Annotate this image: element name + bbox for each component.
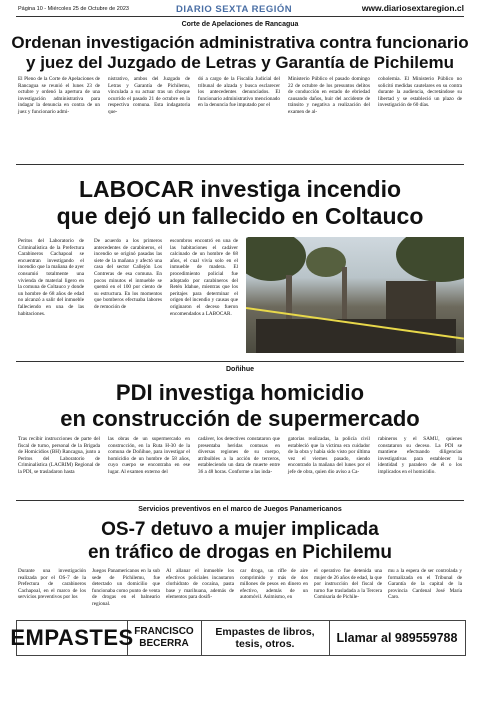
ad-name-last: BECERRA [139, 638, 189, 649]
article1-col-4: Ministerio Público el pasado domingo 22 de octubre de los presuntos delitos de conducción en estado de ebriedad causando daños, huir del accidente de tránsito y negativa a realización del examen de al- [288, 76, 370, 115]
article4-col-6: mu a la espera de ser controlada y formalizada en el Tribunal de Garantía de la capital de la provincia Cardenal José María Caro. [388, 568, 462, 601]
header-rule [16, 16, 464, 17]
article1-col-3: dó a cargo de la Fiscalía Judicial del tribunal de alzada y busca esclarecer los antecedentes denunciados. El funcionario administrativo mencionado en la denuncia fue imputado por el [198, 76, 280, 109]
masthead: DIARIO SEXTA REGIÓN [176, 4, 293, 15]
article2-headline-line2: que dejó un fallecido en Coltauco [56, 203, 424, 229]
article3-headline-line1: PDI investiga homicidio [115, 380, 365, 405]
article1-col-5: coholemia. El Ministerio Público no solicitó medidas cautelares en su contra durante la audiencia, decretándose su libertad y se estableció un plazo de investigación de 60 días. [378, 76, 462, 109]
article4-col-5: el operativo fue detenida una mujer de 26 años de edad, la que por instrucción del fiscal de turno fue trasladada a la Tercera Comisaría de Pichile- [314, 568, 382, 601]
website[interactable]: www.diariosextaregion.cl [361, 3, 464, 13]
article4-headline-line1: OS-7 detuvo a mujer implicada [101, 519, 379, 540]
ad-name-first: FRANCISCO [134, 626, 194, 637]
article3-kicker: Doñihue [226, 366, 254, 373]
article4-kicker: Servicios preventivos en el marco de Juegos Panamericanos [138, 506, 342, 513]
article3-col-4: gatorias realizadas, la policía civil estableció que la víctima era cuidador de la obra y había sido visto por última vez el viernes pasado, siendo encontrado la mañana del lunes por el jefe de obra, quien dio aviso a Ca- [288, 436, 370, 475]
article4-col-4: car droga, un rifle de aire comprimido y más de dos millones de pesos en dinero en efectivo, además de un automóvil. Asimismo, en [240, 568, 308, 601]
ad-brand: EMPASTES [17, 621, 128, 655]
article1-headline-line1: Ordenan investigación administrativa contra funcionario [11, 33, 469, 52]
divider-2 [16, 361, 464, 362]
ad-service-line1: Empastes de libros, [215, 626, 315, 638]
article4-col-2: Juegos Panamericanos en la sub sede de Pichilemu, fue detectado un domicilio que funcionaba como punto de venta de drogas en el balneario regional. [92, 568, 160, 607]
article1-kicker: Corte de Apelaciones de Rancagua [181, 21, 299, 28]
article3-col-2: las obras de un supermercado en construcción, en la Ruta H-30 de la comuna de Doñihue, para investigar el homicidio de un hombre de 58 años, cuyo cuerpo se encontraba en ese lugar. Al examen externo del [108, 436, 190, 475]
article1-col-1: El Pleno de la Corte de Apelaciones de Rancagua se reunió el lunes 23 de octubre y ordenó la apertura de una investigación administrativa para indagar la denuncia en contra de un juez y funcionario admi- [18, 76, 100, 115]
article3-col-3: cadáver, los detectives constataron que presentaba heridas contusas en diversas regiones de su cuerpo, atribuibles a la acción de terceros, estableciendo un data de muerte entre 36 a 48 horas. Conforme a las inda- [198, 436, 280, 475]
fire-scene-photo [246, 237, 464, 353]
divider-3 [16, 500, 464, 501]
article2-col-2: De acuerdo a los primeros antecedentes de carabineros, el incendio se originó pasadas las siete de la mañana y afectó una casa del sector Callejón Los Contreras de esa comuna. En pocos minutos el inmueble se quemó en el 100 por ciento de su estructura. En los momentos que bomberos efectuaba labores de remoción de [94, 238, 162, 310]
article2-col-3: escombros encontró en una de las habitaciones el cadáver calcinado de un hombre de 68 años, el cual vivía solo en el inmueble de madera. El procedimiento policial fue adoptado por carabineros del Retén Idahue, mientras que los peritajes para determinar el origen del incendio y causas que originaron el deceso fueron encomendados a LABOCAR. [170, 238, 238, 317]
article3-col-1: Tras recibir instrucciones de parte del fiscal de turno, personal de la Brigada de Homicidios (BH) Rancagua, junto a Peritos del Laboratorio de Criminalística (LACRIM) Regional de la PDI, se trasladaron hasta [18, 436, 100, 475]
ad-services [201, 621, 330, 655]
ad-service-line2: tesis, otros. [235, 638, 295, 650]
divider-1 [16, 164, 464, 165]
article4-col-1: Durante una investigación realizada por el OS-7 de la Prefectura de carabineros Cachapoal, en el marco de los servicios preventivos por los [18, 568, 86, 601]
article4-col-3: Al allanar el inmueble los efectivos policiales incautaron clorhidrato de cocaína, pasta base y marihuana, además de elementos para dosifi- [166, 568, 234, 601]
page-date: Página 10 - Miércoles 25 de Octubre de 2023 [18, 6, 129, 12]
advertisement-empastes [10, 620, 466, 656]
article3-headline-line2: en construcción de supermercado [60, 406, 420, 431]
article3-col-5: rabineros y el SAMU, quienes constataron su deceso. La PDI se mantiene efectuando diligencias investigativas para establecer la identidad y paradero de él o los implicados en el homicidio. [378, 436, 462, 475]
ad-name [127, 621, 202, 655]
article2-col-1: Peritos del Laboratorio de Criminalística de la Prefectura Carabineros Cachapoal se encuentran investigando el incendio que la mañana de ayer consumió totalmente una vivienda de material ligero en la comuna de Coltauco y donde un hombre de 68 años de edad no alcanzó a salir del inmueble falleciendo en una de las habitaciones. [18, 238, 84, 317]
article1-headline-line2: y juez del Juzgado de Letras y Garantía de Pichilemu [26, 53, 454, 72]
article4-headline-line2: en tráfico de drogas en Pichilemu [87, 542, 393, 563]
article2-headline-line1: LABOCAR investiga incendio [78, 176, 402, 202]
ad-phone: Llamar al 989559788 [336, 631, 458, 645]
article1-col-2: nistrativo, ambos del Juzgado de Letras y Garantía de Pichilemu, vinculada a su actuar tras un choque ocurrido el pasado 21 de octubre en la respectiva comuna. Esta indagatoria que- [108, 76, 190, 115]
